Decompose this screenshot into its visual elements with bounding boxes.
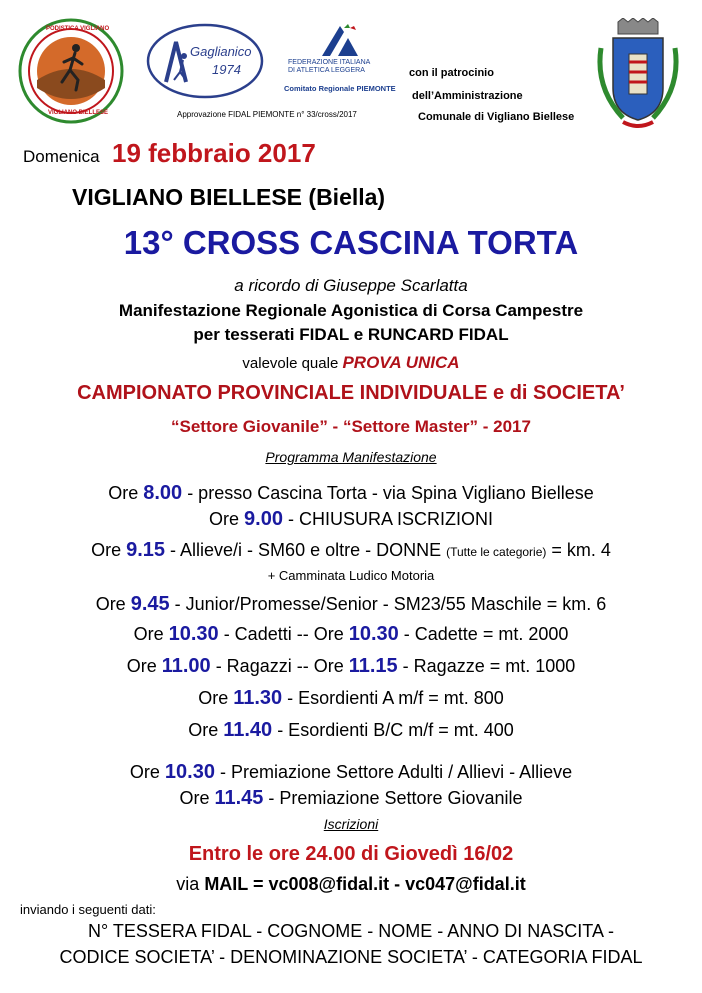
row-prefix: Ore <box>126 656 162 676</box>
programma-heading <box>0 449 702 467</box>
row-time: 11.40 <box>223 719 273 741</box>
row-note: (Tutte le categorie) <box>446 545 547 559</box>
row-prefix: Ore <box>188 720 224 740</box>
gaglianico-logo <box>146 22 264 100</box>
podistica-logo-bottom-text: VIGLIANO BIELLESE <box>48 110 109 116</box>
schedule-row-2 <box>0 508 702 531</box>
event-title: 13° CROSS CASCINA TORTA <box>123 224 579 261</box>
row-desc: - Premiazione Settore Adulti / Allievi - Allieve <box>214 762 573 782</box>
row-desc: - Premiazione Settore Giovanile <box>263 788 523 808</box>
mail-line <box>0 874 702 895</box>
podistica-logo-top-text: PODISTICA VIGLIANO <box>46 26 110 32</box>
schedule-row-5 <box>0 623 702 646</box>
event-location: VIGLIANO BIELLESE (Biella) <box>72 184 386 210</box>
schedule-row-6 <box>0 655 702 678</box>
gaglianico-logo-year: 1974 <box>212 62 241 77</box>
approval-note: Approvazione FIDAL PIEMONTE n° 33/cross/2017 <box>177 110 357 119</box>
row-prefix: Ore <box>209 509 245 529</box>
required-fields-line1: N° TESSERA FIDAL - COGNOME - NOME - ANNO DI NASCITA - <box>88 921 614 941</box>
registration-deadline: Entro le ore 24.00 di Giovedì 16/02 <box>188 843 514 865</box>
row-prefix: Ore <box>198 688 234 708</box>
row-prefix: Ore <box>108 483 144 503</box>
row-time: 9.00 <box>244 508 283 530</box>
schedule-row-3b: + Camminata Ludico Motoria <box>267 568 435 583</box>
date-prefix: Domenica <box>23 147 100 166</box>
schedule-row-7 <box>0 687 702 710</box>
fidal-logo-line1: FEDERAZIONE ITALIANA <box>288 59 371 66</box>
patronage-line3: Comunale di Vigliano Biellese <box>418 111 575 123</box>
row-time-2: 10.30 <box>348 623 399 645</box>
row-desc: - Esordienti A m/f = mt. 800 <box>282 688 504 708</box>
row-distance: - Cadette = mt. 2000 <box>398 624 569 644</box>
row-desc: - Ragazzi -- Ore <box>210 656 349 676</box>
schedule-row-1 <box>0 482 702 505</box>
row-time: 10.30 <box>168 623 219 645</box>
row-desc: - Junior/Promesse/Senior - SM23/55 Maschile = km. 6 <box>169 594 607 614</box>
date-line <box>23 138 316 169</box>
send-note: inviando i seguenti dati: <box>20 902 156 917</box>
row-prefix: Ore <box>91 540 127 560</box>
vigliano-coat-of-arms <box>593 18 683 136</box>
row-desc: - CHIUSURA ISCRIZIONI <box>282 509 493 529</box>
row-prefix: Ore <box>179 788 215 808</box>
iscrizioni-text: Iscrizioni <box>323 816 379 832</box>
row-prefix: Ore <box>95 594 131 614</box>
schedule-row-3 <box>0 539 702 562</box>
row-time: 10.30 <box>164 761 215 783</box>
subtitle-line2: per tesserati FIDAL e RUNCARD FIDAL <box>193 325 509 344</box>
row-desc: - Esordienti B/C m/f = mt. 400 <box>272 720 514 740</box>
fidal-logo-line3: Comitato Regionale PIEMONTE <box>284 84 396 93</box>
championship-title: CAMPIONATO PROVINCIALE INDIVIDUALE e di SOCIETA’ <box>77 382 625 404</box>
valevole-line <box>0 353 702 373</box>
settori-line: “Settore Giovanile” - “Settore Master” - 2017 <box>171 417 531 436</box>
patronage-line1: con il patrocinio <box>409 67 494 79</box>
fidal-logo <box>282 22 396 102</box>
event-date: 19 febbraio 2017 <box>112 138 316 168</box>
row-prefix: Ore <box>129 762 165 782</box>
schedule-row-10 <box>0 787 702 810</box>
podistica-vigliano-logo <box>18 18 124 124</box>
prova-unica: PROVA UNICA <box>342 353 460 372</box>
row-time-2: 11.15 <box>348 655 398 677</box>
row-time: 8.00 <box>143 482 183 504</box>
row-time: 9.15 <box>126 539 166 561</box>
schedule-row-9 <box>0 761 702 784</box>
schedule-row-8 <box>0 719 702 742</box>
valevole-text: valevole quale <box>242 355 343 372</box>
row-prefix: Ore <box>133 624 169 644</box>
row-time: 11.00 <box>161 655 211 677</box>
row-distance: = km. 4 <box>546 540 611 560</box>
row-desc: - Allieve/i - SM60 e oltre - DONNE <box>165 540 447 560</box>
row-desc: - Cadetti -- Ore <box>218 624 349 644</box>
row-time: 11.30 <box>233 687 283 709</box>
mail-prefix: via <box>176 874 205 894</box>
programma-text: Programma Manifestazione <box>265 449 437 465</box>
fidal-logo-line2: DI ATLETICA LEGGERA <box>288 67 365 74</box>
subtitle-line1: Manifestazione Regionale Agonistica di Corsa Campestre <box>118 301 584 320</box>
row-desc: - presso Cascina Torta - via Spina Vigliano Biellese <box>182 483 594 503</box>
schedule-row-4 <box>0 593 702 616</box>
row-time: 11.45 <box>214 787 264 809</box>
row-distance: - Ragazze = mt. 1000 <box>397 656 576 676</box>
iscrizioni-heading <box>0 816 702 834</box>
memorial-line: a ricordo di Giuseppe Scarlatta <box>234 276 468 295</box>
mail-addresses[interactable]: MAIL = vc008@fidal.it - vc047@fidal.it <box>204 874 526 894</box>
row-time: 9.45 <box>130 593 170 615</box>
patronage-line2: dell’Amministrazione <box>412 90 523 102</box>
gaglianico-logo-name: Gaglianico <box>190 44 252 59</box>
required-fields-line2: CODICE SOCIETA’ - DENOMINAZIONE SOCIETA’ - CATEGORIA FIDAL <box>59 947 643 967</box>
